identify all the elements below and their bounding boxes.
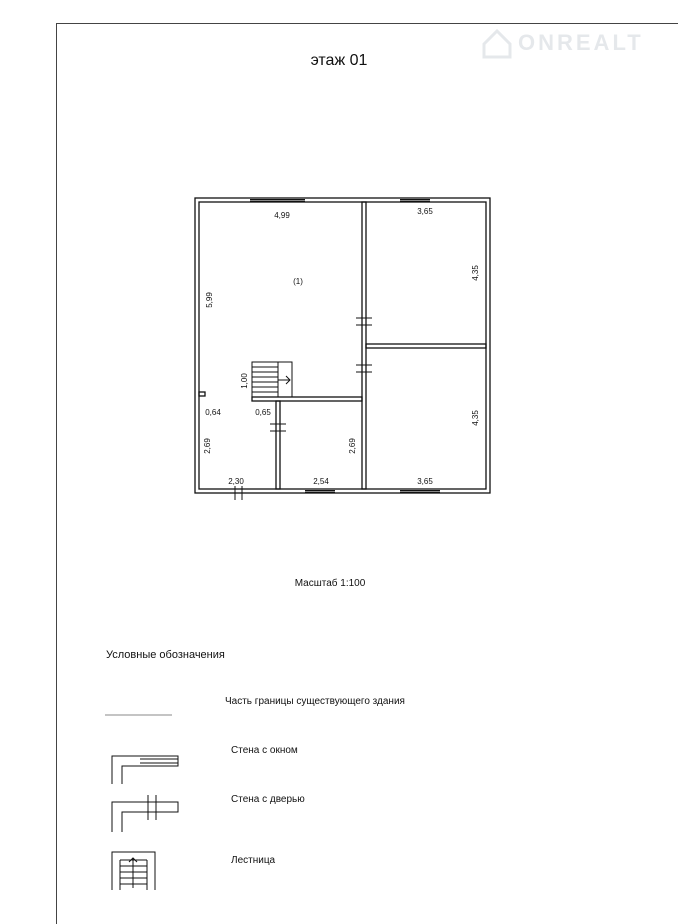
page-title: этаж 01 [310,52,368,69]
window-top-left [250,200,305,202]
dim-right-upper: 4,35 [471,265,480,281]
legend-item-boundary: Часть границы существующего здания [225,696,405,707]
dim-stair: 1,00 [240,373,249,389]
legend-item-stairs: Лестница [231,855,276,866]
wall-door-icon [112,795,178,832]
interior-wall-right [366,344,486,348]
dim-top-left: 4,99 [274,211,290,220]
dim-middle-lower: 2,69 [348,438,357,454]
dim-top-right: 3,65 [417,207,433,216]
legend-icons [100,700,190,900]
legend-item-wall-door: Стена с дверью [231,794,305,805]
interior-wall-stair [252,397,362,401]
dim-left-lower: 2,69 [203,438,212,454]
window-top-right [400,200,430,202]
dim-corridor: 0,65 [255,408,271,417]
dim-right-lower: 4,35 [471,410,480,426]
dim-left-small: 0,64 [205,408,221,417]
legend-item-wall-window: Стена с окном [231,745,298,756]
window-bottom-middle [305,491,335,493]
outer-wall-inner [199,202,486,489]
wall-window-icon [112,756,178,784]
dim-bottom-middle: 2,54 [313,477,329,486]
stairs [252,362,292,397]
outer-wall [195,198,490,493]
wall-stub [199,392,205,396]
dim-bottom-right: 3,65 [417,477,433,486]
stairs-icon [112,852,155,890]
interior-wall-corridor [276,401,280,489]
dim-left-upper: 5,99 [205,292,214,308]
window-bottom-right [400,491,440,493]
dim-bottom-left: 2,30 [228,477,244,486]
legend-title: Условные обозначения [106,649,225,661]
room-label: (1) [293,277,303,286]
watermark-text: ONREALT [518,30,644,55]
scale-label: Масштаб 1:100 [294,578,366,589]
